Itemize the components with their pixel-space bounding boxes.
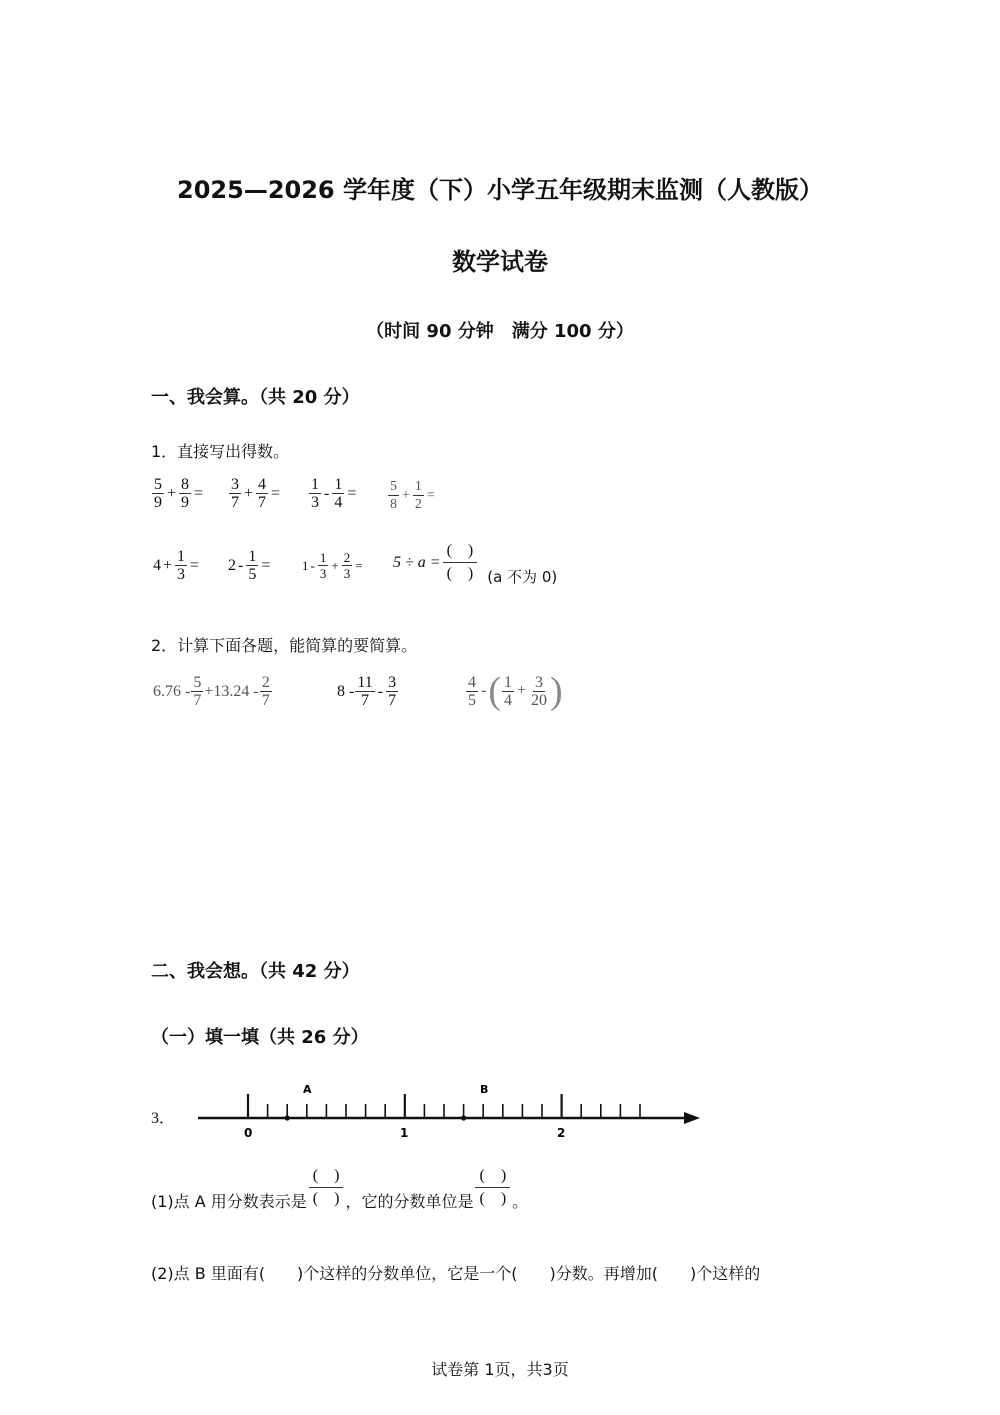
section2-heading: 二、我会想。（共 42 分） <box>151 961 360 982</box>
tick-label-0: 0 <box>244 1126 253 1140</box>
tick-label-1: 1 <box>400 1126 409 1140</box>
page-footer: 试卷第 1页，共3页 <box>431 1360 569 1379</box>
q1-expr-5: 4 + $\frac{1}{3}$ = <box>153 548 200 583</box>
left-paren: ( <box>488 670 501 712</box>
tick-label-2: 2 <box>557 1126 566 1140</box>
fraction: $\frac{8}{9}$ <box>181 476 190 511</box>
fraction: $\frac{4}{7}$ <box>258 476 267 511</box>
fraction: $\frac{2}{7}$ <box>261 674 270 709</box>
fraction: $\frac{4}{5}$ <box>468 673 476 709</box>
q1-expr-4: $\frac{5}{8}$ + $\frac{1}{2}$ = <box>390 479 435 512</box>
q1-label: 1．直接写出得数。 <box>151 442 290 461</box>
q2-expr-2: 8 - $\frac{11}{7}$ - $\frac{3}{7}$ <box>337 674 397 709</box>
number-line-point <box>461 1115 466 1120</box>
fraction: $\frac{3}{7}$ <box>231 476 239 511</box>
q2-expr-1: 6.76 - $\frac{5}{7}$ +13.24 - $\frac{2}{7}$ <box>153 674 270 709</box>
fraction: $\frac{1}{4}$ <box>334 476 343 511</box>
point-b-label: B <box>480 1083 489 1096</box>
number-line-arrow <box>684 1112 700 1124</box>
q3-part1: (1)点 A 用分数表示是 ( ) ( ) ，它的分数单位是 ( ) ( ) 。 <box>151 1167 529 1211</box>
number-line <box>190 1078 710 1148</box>
right-paren: ) <box>550 670 563 712</box>
section2-subheading: （一）填一填（共 26 分） <box>151 1027 369 1048</box>
answer-fraction-blank: ( ) ( ) <box>443 540 478 585</box>
fraction: $\frac{1}{3}$ <box>311 476 319 511</box>
fraction: $\frac{3}{20}$ <box>531 673 548 709</box>
q2-expr-3: $\frac{4}{5}$ - ( $\frac{1}{4}$ + $\frac{3}{20}$ ) <box>468 670 563 712</box>
answer-blank-a: ( ) ( ) <box>309 1165 344 1210</box>
fraction: $\frac{5}{8}$ <box>390 479 397 512</box>
exam-subtitle: 数学试卷 <box>452 248 548 276</box>
q1-expr-8: 5 ÷ a = ( ) ( ) (a 不为 0) <box>393 542 558 586</box>
fraction: $\frac{5}{7}$ <box>193 674 202 709</box>
point-a-label: A <box>303 1083 312 1096</box>
q1-expr-1: $\frac{5}{9}$ + $\frac{8}{9}$ = <box>154 476 204 511</box>
fraction: $\frac{1}{4}$ <box>503 673 512 709</box>
q3-part2: (2)点 B 里面有( )个这样的分数单位，它是一个( )分数。再增加( )个这样的 <box>151 1264 761 1283</box>
number-line-point <box>285 1115 290 1120</box>
time-info: （时间 90 分钟 满分 100 分） <box>366 321 634 342</box>
fraction: $\frac{1}{3}$ <box>177 548 186 583</box>
number-line-ticks <box>248 1094 640 1121</box>
note: (a 不为 0) <box>487 568 558 586</box>
fraction: $\frac{11}{7}$ <box>357 674 373 709</box>
fraction: $\frac{1}{3}$ <box>319 550 327 581</box>
fraction: $\frac{2}{3}$ <box>343 550 351 581</box>
fraction: $\frac{5}{9}$ <box>154 476 162 511</box>
q3-label: 3． <box>151 1110 176 1127</box>
q1-expr-2: $\frac{3}{7}$ + $\frac{4}{7}$ = <box>231 476 281 511</box>
q1-expr-6: 2 - $\frac{1}{5}$ = <box>228 548 271 583</box>
fraction: $\frac{1}{5}$ <box>248 548 257 583</box>
section1-heading: 一、我会算。（共 20 分） <box>151 387 360 408</box>
fraction: $\frac{3}{7}$ <box>388 674 397 709</box>
exam-title: 2025—2026 学年度（下）小学五年级期末监测（人教版） <box>177 176 823 204</box>
q1-expr-3: $\frac{1}{3}$ - $\frac{1}{4}$ = <box>311 476 357 511</box>
q2-label: 2．计算下面各题，能简算的要简算。 <box>151 636 418 655</box>
fraction: $\frac{1}{2}$ <box>414 479 422 512</box>
answer-blank-unit: ( ) ( ) <box>475 1165 510 1210</box>
q1-expr-7: 1 - $\frac{1}{3}$ + $\frac{2}{3}$ = <box>302 550 363 581</box>
